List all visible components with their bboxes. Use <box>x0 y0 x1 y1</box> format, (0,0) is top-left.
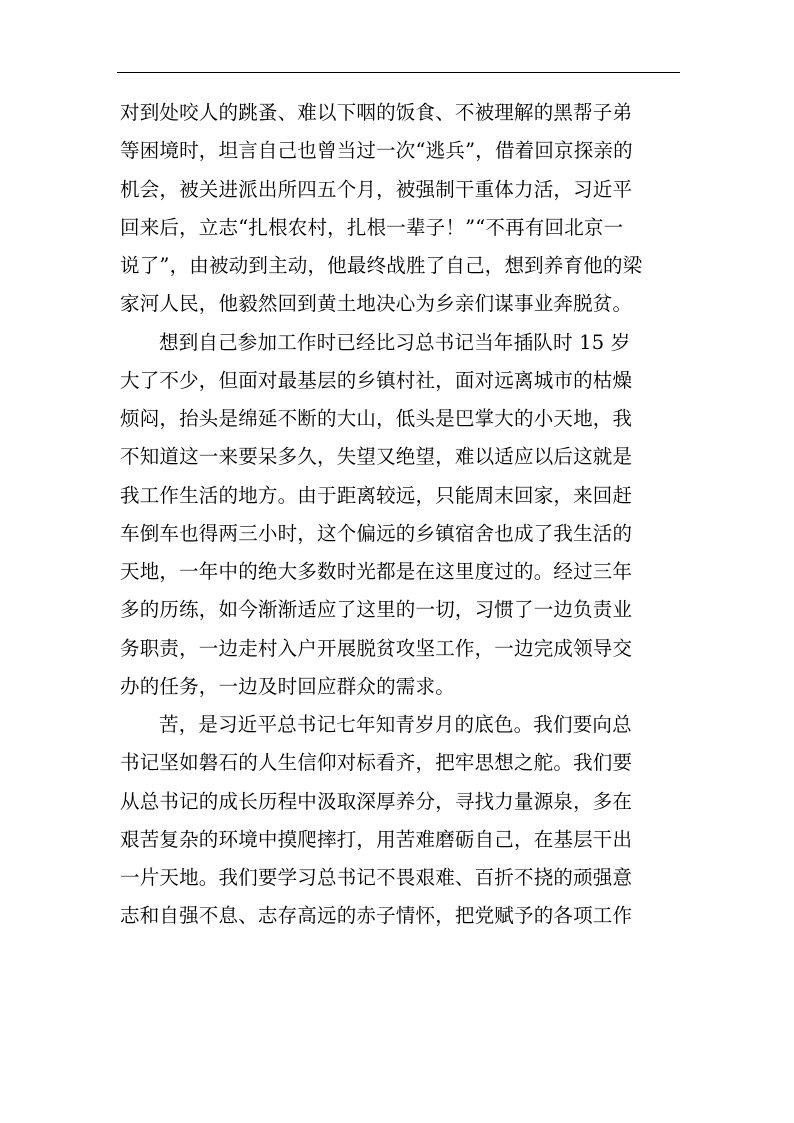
text-line: 一片天地。我们要学习总书记不畏艰难、百折不挠的顽强意 <box>120 866 633 889</box>
paragraph-first-line: 苦，是习近平总书记七年知青岁月的底色。我们要向总 <box>159 713 632 736</box>
text-line: 对到处咬人的跳蚤、难以下咽的饭食、不被理解的黑帮子弟 <box>120 101 633 124</box>
text-line: 大了不少，但面对最基层的乡镇村社，面对远离城市的枯燥 <box>120 368 633 392</box>
text-line: 回来后，立志“扎根农村，扎根一辈子！”“不再有回北京一 <box>120 215 624 239</box>
text-line: 多的历练，如今渐渐适应了这里的一切，习惯了一边负责业 <box>120 598 633 622</box>
text-line: 我工作生活的地方。由于距离较远，只能周末回家，来回赶 <box>120 483 633 507</box>
text-line: 天地，一年中的绝大多数时光都是在这里度过的。经过三年 <box>120 560 633 583</box>
text-line: 说了”，由被动到主动，他最终战胜了自己，想到养育他的梁 <box>120 254 643 277</box>
paragraph-first-line: 想到自己参加工作时已经比习总书记当年插队时 15 岁 <box>159 330 631 354</box>
text-line: 机会，被关进派出所四五个月，被强制干重体力活，习近平 <box>120 177 633 201</box>
text-line: 不知道这一来要呆多久，失望又绝望，难以适应以后这就是 <box>120 445 633 469</box>
document-body <box>120 94 680 936</box>
text-line: 书记坚如磐石的人生信仰对标看齐，把牢思想之舵。我们要 <box>120 751 633 775</box>
text-line: 等困境时，坦言自己也曾当过一次“逃兵”，借着回京探亲的 <box>120 139 633 163</box>
text-line: 务职责，一边走村入户开展脱贫攻坚工作，一边完成领导交 <box>120 636 633 660</box>
text-line: 家河人民，他毅然回到黄土地决心为乡亲们谋事业奔脱贫。 <box>120 292 633 316</box>
text-line: 志和自强不息、志存高远的赤子情怀，把党赋予的各项工作 <box>120 904 633 928</box>
text-line: 车倒车也得两三小时，这个偏远的乡镇宿舍也成了我生活的 <box>120 521 633 545</box>
text-line: 办的任务，一边及时回应群众的需求。 <box>120 674 455 698</box>
header-divider <box>117 72 680 73</box>
text-line: 艰苦复杂的环境中摸爬摔打，用苦难磨砺自己，在基层干出 <box>120 827 633 851</box>
text-line: 从总书记的成长历程中汲取深厚养分，寻找力量源泉，多在 <box>120 789 633 813</box>
text-line: 烦闷，抬头是绵延不断的大山，低头是巴掌大的小天地，我 <box>120 407 633 430</box>
